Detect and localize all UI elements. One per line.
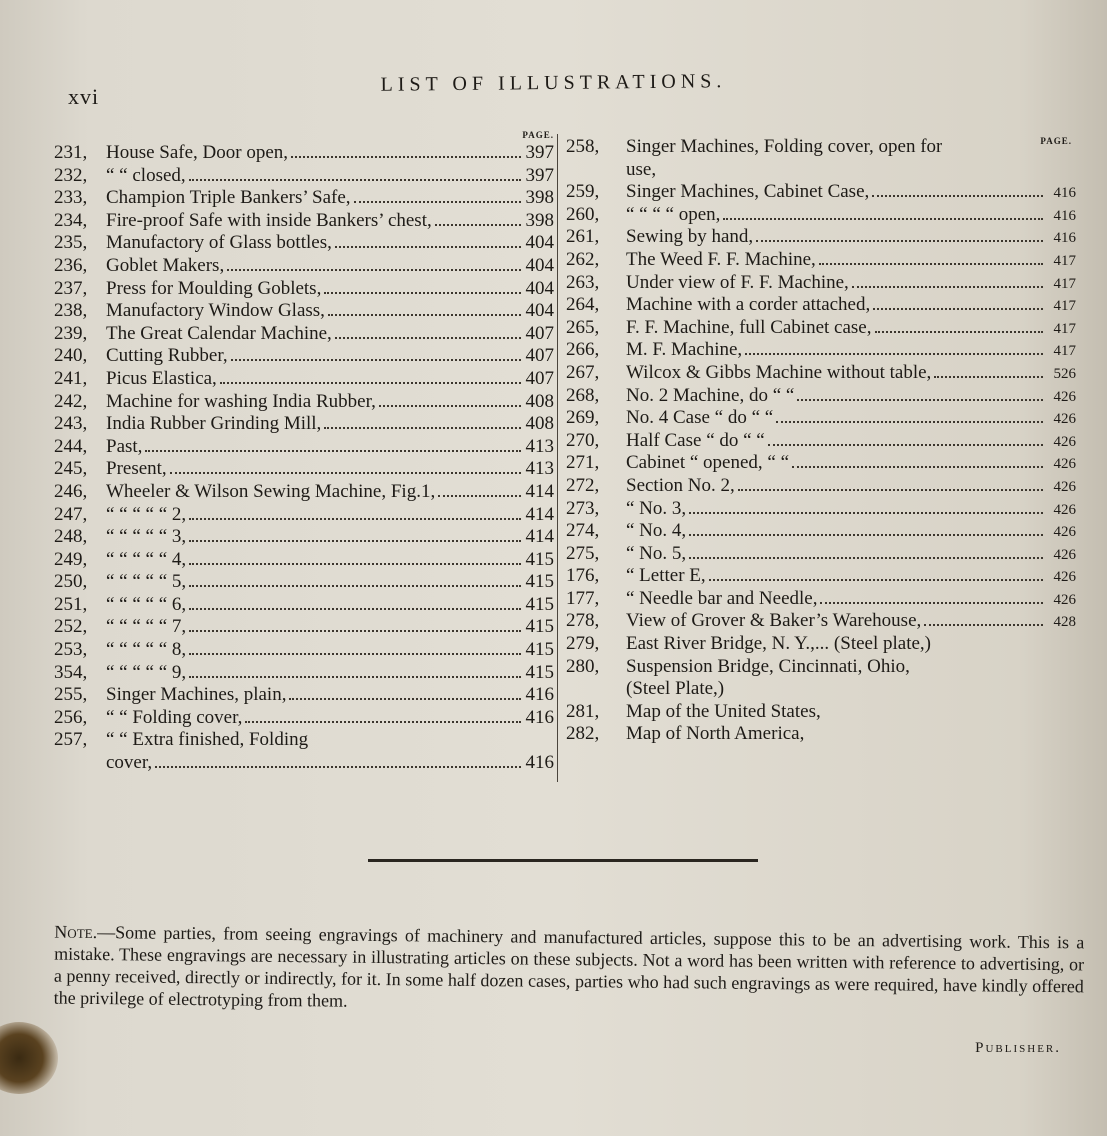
- entry-number: 245,: [54, 458, 88, 480]
- entry-number: 261,: [566, 226, 600, 248]
- entry-title: “ “ Extra finished, Folding: [106, 729, 309, 751]
- list-item: [54, 662, 554, 685]
- leader-dots: [756, 240, 1043, 242]
- list-item: [566, 656, 1076, 679]
- list-item: [566, 339, 1076, 362]
- list-item: [54, 616, 554, 639]
- entry-title: Champion Triple Bankers’ Safe,: [106, 187, 351, 209]
- entry-title: Wilcox & Gibbs Machine without table,: [626, 361, 932, 383]
- leader-dots: [689, 557, 1043, 559]
- right-column: [566, 128, 1076, 746]
- list-item: [566, 362, 1076, 385]
- entry-page: 426: [1053, 388, 1076, 405]
- leader-dots: [689, 512, 1043, 514]
- leader-dots: [934, 376, 1043, 378]
- list-item: [566, 204, 1076, 227]
- entry-number: 269,: [566, 407, 600, 429]
- entry-title: “ Letter E,: [626, 565, 706, 587]
- leader-dots: [776, 421, 1043, 423]
- leader-dots: [170, 472, 521, 474]
- entry-number: 274,: [566, 520, 600, 542]
- entry-number: 233,: [54, 187, 88, 209]
- entry-page: 426: [1053, 569, 1076, 586]
- leader-dots: [189, 563, 521, 565]
- entry-page: 404: [525, 254, 554, 276]
- list-item: [566, 430, 1076, 453]
- entry-title: Singer Machines, Folding cover, open for: [626, 136, 943, 157]
- entry-number: 267,: [566, 361, 600, 383]
- entry-page: 416: [1053, 230, 1076, 247]
- list-item: [54, 187, 554, 210]
- list-item: [566, 385, 1076, 408]
- left-entry-list: [54, 142, 554, 752]
- entry-number: 264,: [566, 294, 600, 316]
- entry-page: 404: [525, 232, 554, 254]
- leader-dots: [189, 630, 521, 632]
- entry-title: cover,: [106, 752, 153, 774]
- list-item: [54, 368, 554, 391]
- leader-dots: [768, 444, 1043, 446]
- list-item: [54, 300, 554, 323]
- entry-page: 416: [525, 752, 554, 774]
- publisher-note: [54, 921, 1085, 1020]
- entry-page: 417: [1053, 275, 1076, 292]
- entry-number: 176,: [566, 565, 600, 587]
- entry-number: 278,: [566, 610, 600, 632]
- entry-page: 415: [525, 639, 554, 661]
- leader-dots: [189, 518, 521, 520]
- entry-title: Wheeler & Wilson Sewing Machine, Fig.1,: [106, 480, 436, 502]
- entry-title: View of Grover & Baker’s Warehouse,: [626, 610, 922, 632]
- leader-dots: [220, 382, 521, 384]
- ink-stain: [0, 1022, 58, 1094]
- leader-dots: [709, 579, 1043, 581]
- entry-page: 404: [525, 277, 554, 299]
- list-item: [54, 436, 554, 459]
- entry-number: 266,: [566, 339, 600, 361]
- entry-page: 415: [525, 593, 554, 615]
- entry-number: 263,: [566, 271, 600, 293]
- entry-number: 238,: [54, 300, 88, 322]
- leader-dots: [852, 286, 1043, 288]
- entry-title: Machine for washing India Rubber,: [106, 390, 376, 412]
- page-column-label-right: PAGE.: [1040, 136, 1072, 146]
- entry-title: “ “ “ “ “ 6,: [106, 593, 187, 615]
- list-item: [54, 413, 554, 436]
- entry-number: 256,: [54, 706, 88, 728]
- entry-page: 408: [525, 413, 554, 435]
- page-number: xvi: [68, 84, 100, 109]
- page-column-label: PAGE.: [522, 130, 554, 140]
- entry-page: 415: [525, 548, 554, 570]
- entry-page: 426: [1053, 591, 1076, 608]
- entry-page: 414: [525, 480, 554, 502]
- entry-page: 426: [1053, 411, 1076, 428]
- column-divider: [557, 134, 558, 782]
- entry-page: 404: [525, 300, 554, 322]
- list-item: [54, 639, 554, 662]
- entry-title: M. F. Machine,: [626, 339, 743, 361]
- entry-number: 252,: [54, 616, 88, 638]
- entry-number: 257,: [54, 729, 88, 751]
- list-item: [54, 526, 554, 549]
- entry-title: Press for Moulding Goblets,: [106, 277, 322, 299]
- leader-dots: [335, 246, 521, 248]
- list-item: [566, 543, 1076, 566]
- entry-page: 414: [525, 526, 554, 548]
- list-item: [566, 520, 1076, 543]
- entry-number: 247,: [54, 503, 88, 525]
- leader-dots: [354, 201, 521, 203]
- note-text: —Some parties, from seeing engravings of machinery and manufactured articles, suppose this to be an advertising work. This is a mistake. These engravings are necessary in illustrating articles on these subjects. Not a word has been written with reference to advertising, or a penny received, directly or indirectly, for it. In some half dozen cases, parties who had such engravings as were required, have kindly offered the privilege of electrotyping from them.: [53, 922, 1085, 1011]
- leader-dots: [328, 314, 521, 316]
- entry-number: 244,: [54, 435, 88, 457]
- leader-dots: [738, 489, 1043, 491]
- list-item: [54, 232, 554, 255]
- list-item: [54, 165, 554, 188]
- entry-title: “ “ “ “ “ 5,: [106, 571, 187, 593]
- leader-dots: [438, 495, 521, 497]
- list-item: [54, 707, 554, 730]
- leader-dots: [872, 195, 1043, 197]
- entry-page: 398: [525, 187, 554, 209]
- entry-title: House Safe, Door open,: [106, 142, 289, 163]
- entry-title: Goblet Makers,: [106, 254, 225, 276]
- entry-title: Cutting Rubber,: [106, 345, 228, 367]
- list-item: [566, 226, 1076, 249]
- leader-dots: [819, 263, 1043, 265]
- entry-title: “ “ “ “ “ 7,: [106, 616, 187, 638]
- entry-page: 398: [525, 209, 554, 231]
- entry-title: “ No. 3,: [626, 497, 687, 519]
- list-item: [566, 272, 1076, 295]
- entry-page: 416: [1053, 185, 1076, 202]
- entry-title: “ Needle bar and Needle,: [626, 587, 818, 609]
- entry-title: Suspension Bridge, Cincinnati, Ohio,: [626, 655, 910, 677]
- entry-page: 413: [525, 458, 554, 480]
- entry-page: 414: [525, 503, 554, 525]
- left-continuation-entry: [54, 752, 554, 775]
- entry-title: East River Bridge, N. Y.,... (Steel plate,): [626, 633, 931, 655]
- entry-title: “ “ “ “ “ 3,: [106, 526, 187, 548]
- entry-number: 235,: [54, 232, 88, 254]
- entry-number: 255,: [54, 684, 88, 706]
- list-item: [54, 458, 554, 481]
- leader-dots: [189, 540, 521, 542]
- leader-dots: [875, 331, 1044, 333]
- list-item: [54, 345, 554, 368]
- list-item: [566, 475, 1076, 498]
- entry-title: F. F. Machine, full Cabinet case,: [626, 316, 872, 338]
- list-item: [54, 504, 554, 527]
- left-column: [54, 128, 554, 775]
- list-item: [566, 181, 1076, 204]
- list-item: [54, 255, 554, 278]
- entry-title: Manufactory Window Glass,: [106, 300, 325, 322]
- entry-title: Manufactory of Glass bottles,: [106, 232, 332, 254]
- entry-page: 426: [1053, 524, 1076, 541]
- entry-title: “ “ closed,: [106, 164, 186, 186]
- entry-page: 417: [1053, 343, 1076, 360]
- leader-dots: [289, 698, 521, 700]
- entry-number: 273,: [566, 497, 600, 519]
- entry-title: “ No. 4,: [626, 520, 687, 542]
- entry-number: 231,: [54, 142, 88, 163]
- entry-title: (Steel Plate,): [626, 678, 725, 700]
- entry-page: 416: [525, 706, 554, 728]
- entry-number: 260,: [566, 203, 600, 225]
- leader-dots: [145, 450, 521, 452]
- list-item: [54, 142, 554, 165]
- entry-title: “ “ “ “ “ 8,: [106, 639, 187, 661]
- entry-number: 243,: [54, 413, 88, 435]
- entry-number: 241,: [54, 367, 88, 389]
- entry-title: Map of the United States,: [626, 700, 821, 722]
- right-entry-list: [566, 136, 1076, 746]
- entry-number: 354,: [54, 661, 88, 683]
- entry-title: Half Case “ do “ “: [626, 429, 765, 451]
- list-item: [566, 633, 1076, 656]
- list-item: [54, 481, 554, 504]
- list-item: [54, 323, 554, 346]
- entry-page: 407: [525, 367, 554, 389]
- entry-title: “ “ “ “ open,: [626, 203, 721, 225]
- entry-number: 251,: [54, 593, 88, 615]
- entry-title: “ “ “ “ “ 4,: [106, 548, 187, 570]
- entry-number: 281,: [566, 700, 600, 722]
- note-lead: Note.: [54, 921, 98, 943]
- list-item: [566, 610, 1076, 633]
- entry-page: 426: [1053, 456, 1076, 473]
- entry-page: 415: [525, 616, 554, 638]
- entry-title: The Great Calendar Machine,: [106, 322, 332, 344]
- running-head: LIST OF ILLUSTRATIONS.: [380, 70, 727, 96]
- leader-dots: [189, 585, 521, 587]
- leader-dots: [797, 399, 1043, 401]
- entry-number: 271,: [566, 452, 600, 474]
- entry-page: 426: [1053, 433, 1076, 450]
- entry-page: 426: [1053, 546, 1076, 563]
- leader-dots: [723, 218, 1043, 220]
- entry-page: 415: [525, 661, 554, 683]
- entry-title: Machine with a corder attached,: [626, 294, 871, 316]
- list-item: [54, 210, 554, 233]
- entry-page: 407: [525, 322, 554, 344]
- list-item: [566, 452, 1076, 475]
- list-item: [566, 294, 1076, 317]
- entry-title: “ “ “ “ “ 2,: [106, 503, 187, 525]
- list-item: [54, 729, 554, 752]
- list-item: [54, 549, 554, 572]
- entry-page: 526: [1053, 365, 1076, 382]
- list-item: [566, 701, 1076, 724]
- entry-title: No. 2 Machine, do “ “: [626, 384, 795, 406]
- entry-title: Under view of F. F. Machine,: [626, 271, 849, 293]
- entry-number: 177,: [566, 587, 600, 609]
- entry-title: The Weed F. F. Machine,: [626, 248, 816, 270]
- entry-page: 426: [1053, 501, 1076, 518]
- leader-dots: [435, 224, 521, 226]
- leader-dots: [189, 608, 521, 610]
- entry-title: Fire-proof Safe with inside Bankers’ chest,: [106, 209, 432, 231]
- entry-title: Section No. 2,: [626, 474, 735, 496]
- entry-title: Past,: [106, 435, 143, 457]
- leader-dots: [873, 308, 1043, 310]
- entry-number: 268,: [566, 384, 600, 406]
- entry-number: 275,: [566, 542, 600, 564]
- entry-page: 397: [525, 164, 554, 186]
- leader-dots: [227, 269, 521, 271]
- entry-number: 246,: [54, 480, 88, 502]
- entry-title: Cabinet “ opened, “ “: [626, 452, 790, 474]
- entry-number: 253,: [54, 639, 88, 661]
- entry-title: Singer Machines, Cabinet Case,: [626, 181, 870, 203]
- entry-number: 240,: [54, 345, 88, 367]
- footer-rule: [368, 859, 758, 862]
- leader-dots: [924, 624, 1043, 626]
- list-item: [566, 678, 1076, 701]
- entry-number: 237,: [54, 277, 88, 299]
- list-item: [566, 407, 1076, 430]
- publisher-signature: Publisher.: [975, 1040, 1061, 1056]
- entry-title: Present,: [106, 458, 167, 480]
- entry-page: 428: [1053, 614, 1076, 631]
- list-item: [54, 684, 554, 707]
- leader-dots: [324, 292, 521, 294]
- entry-page: 416: [1053, 207, 1076, 224]
- entry-number: 279,: [566, 633, 600, 655]
- leader-dots: [189, 676, 521, 678]
- list-item: [566, 317, 1076, 340]
- entry-title: Singer Machines, plain,: [106, 684, 287, 706]
- list-item: [566, 159, 1076, 182]
- leader-dots: [291, 156, 521, 158]
- entry-page: 417: [1053, 298, 1076, 315]
- entry-number: 234,: [54, 209, 88, 231]
- list-item: [54, 391, 554, 414]
- leader-dots: [189, 179, 521, 181]
- entry-number: 242,: [54, 390, 88, 412]
- entry-page: 415: [525, 571, 554, 593]
- leader-dots: [745, 353, 1043, 355]
- entry-title: India Rubber Grinding Mill,: [106, 413, 322, 435]
- entry-number: 259,: [566, 181, 600, 203]
- list-item: [566, 249, 1076, 272]
- leader-dots: [792, 466, 1043, 468]
- list-item: [566, 723, 1076, 746]
- entry-number: 239,: [54, 322, 88, 344]
- entry-number: 258,: [566, 136, 600, 157]
- leader-dots: [245, 721, 521, 723]
- entry-page: 426: [1053, 478, 1076, 495]
- entry-title: Map of North America,: [626, 723, 805, 745]
- entry-number: 232,: [54, 164, 88, 186]
- entry-number: 272,: [566, 474, 600, 496]
- entry-number: 262,: [566, 248, 600, 270]
- list-item: [566, 136, 1076, 159]
- entry-page: 397: [525, 142, 554, 163]
- entry-page: 416: [525, 684, 554, 706]
- leader-dots: [689, 534, 1043, 536]
- entry-page: 417: [1053, 252, 1076, 269]
- list-item: [54, 571, 554, 594]
- entry-number: 236,: [54, 254, 88, 276]
- leader-dots: [820, 602, 1043, 604]
- entry-page: 413: [525, 435, 554, 457]
- entry-number: 248,: [54, 526, 88, 548]
- list-item: [566, 498, 1076, 521]
- entry-number: 265,: [566, 316, 600, 338]
- leader-dots: [335, 337, 521, 339]
- leader-dots: [379, 405, 521, 407]
- leader-dots: [324, 427, 521, 429]
- entry-page: 408: [525, 390, 554, 412]
- entry-title: No. 4 Case “ do “ “: [626, 407, 774, 429]
- entry-number: 282,: [566, 723, 600, 745]
- entry-page: 417: [1053, 320, 1076, 337]
- entry-number: 270,: [566, 429, 600, 451]
- entry-number: 280,: [566, 655, 600, 677]
- list-item: [54, 594, 554, 617]
- list-item: [54, 278, 554, 301]
- entry-title: Sewing by hand,: [626, 226, 754, 248]
- list-item: [566, 588, 1076, 611]
- leader-dots: [231, 359, 521, 361]
- list-item: [566, 565, 1076, 588]
- entry-number: 250,: [54, 571, 88, 593]
- entry-page: 407: [525, 345, 554, 367]
- leader-dots: [189, 653, 521, 655]
- entry-title: Picus Elastica,: [106, 367, 217, 389]
- leader-dots: [155, 766, 521, 768]
- entry-title: “ “ Folding cover,: [106, 706, 243, 728]
- entry-title: use,: [626, 158, 657, 180]
- entry-title: “ “ “ “ “ 9,: [106, 661, 187, 683]
- entry-number: 249,: [54, 548, 88, 570]
- entry-title: “ No. 5,: [626, 542, 687, 564]
